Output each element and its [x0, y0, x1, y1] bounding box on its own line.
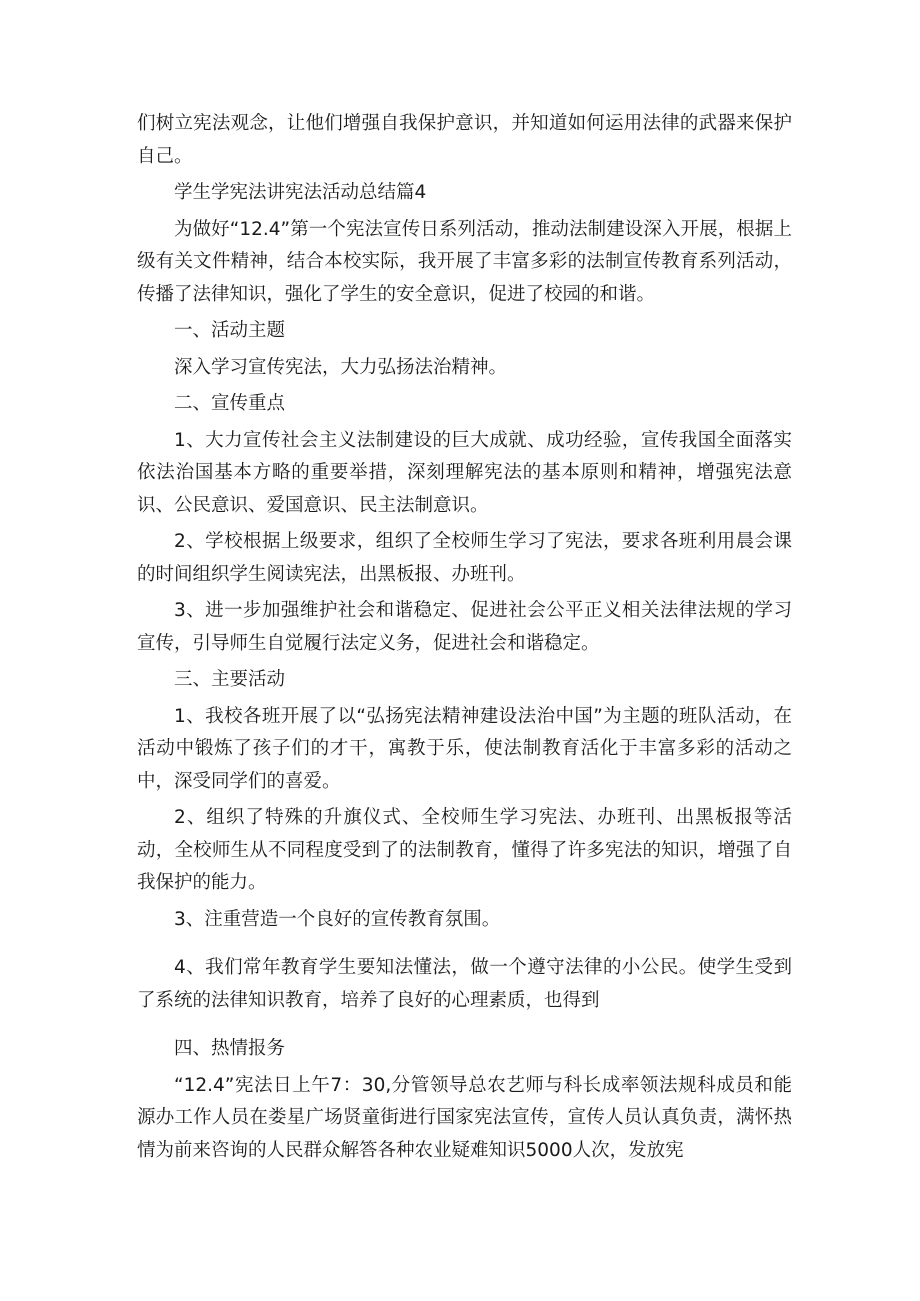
paragraph-activity-1: 1、我校各班开展了以“弘扬宪法精神建设法治中国”为主题的班队活动，在活动中锻炼了孩子们的才干，寓教于乐，使法制教育活化于丰富多彩的活动之中，深受同学们的喜爱。: [137, 705, 792, 792]
heading-main-activities: 三、主要活动: [174, 669, 286, 690]
paragraph-theme: 深入学习宣传宪法，大力弘扬法治精神。: [174, 356, 508, 378]
section-title: 学生学宪法讲宪法活动总结篇4: [174, 182, 427, 203]
paragraph-activity-4: 4、我们常年教育学生要知法懂法，做一个遵守法律的小公民。使学生受到了系统的法律知识教育，培养了良好的心理素质，也得到: [137, 957, 792, 1011]
heading-promotion-focus: 二、宣传重点: [174, 393, 286, 414]
paragraph-activity-2: 2、组织了特殊的升旗仪式、全校师生学习宪法、办班刊、出黑板报等活动，全校师生从不同程度受到了的法制教育，懂得了许多宪法的知识，增强了自我保护的能力。: [137, 807, 792, 893]
paragraph-service: “12.4”宪法日上午7：30,分管领导总农艺师与科长成率领法规科成员和能源办工作人员在娄星广场贤童街进行国家宪法宣传，宣传人员认真负责，满怀热情为前来咨询的人民群众解答各种农业疑难知识5000人次，发放宪: [137, 1074, 792, 1161]
heading-activity-theme: 一、活动主题: [174, 320, 286, 341]
paragraph-focus-1: 1、大力宣传社会主义法制建设的巨大成就、成功经验，宣传我国全面落实依法治国基本方略的重要举措，深刻理解宪法的基本原则和精神，增强宪法意识、公民意识、爱国意识、民主法制意识。: [137, 429, 792, 516]
paragraph-intro-continuation: 们树立宪法观念，让他们增强自我保护意识，并知道如何运用法律的武器来保护自己。: [137, 113, 792, 167]
heading-enthusiastic-service: 四、热情报务: [174, 1038, 286, 1059]
paragraph-opening: 为做好“12.4”第一个宪法宣传日系列活动，推动法制建设深入开展，根据上级有关文件精神，结合本校实际，我开展了丰富多彩的法制宣传教育系列活动，传播了法律知识，强化了学生的安全意识，促进了校园的和谐。: [137, 218, 792, 305]
paragraph-activity-3: 3、注重营造一个良好的宣传教育氛围。: [174, 908, 501, 930]
paragraph-focus-3: 3、进一步加强维护社会和谐稳定、促进社会公平正义相关法律法规的学习宣传，引导师生自觉履行法定义务，促进社会和谐稳定。: [137, 600, 792, 654]
document-body: [137, 108, 792, 1167]
paragraph-focus-2: 2、学校根据上级要求，组织了全校师生学习了宪法，要求各班利用晨会课的时间组织学生阅读宪法，出黑板报、办班刊。: [137, 531, 792, 585]
